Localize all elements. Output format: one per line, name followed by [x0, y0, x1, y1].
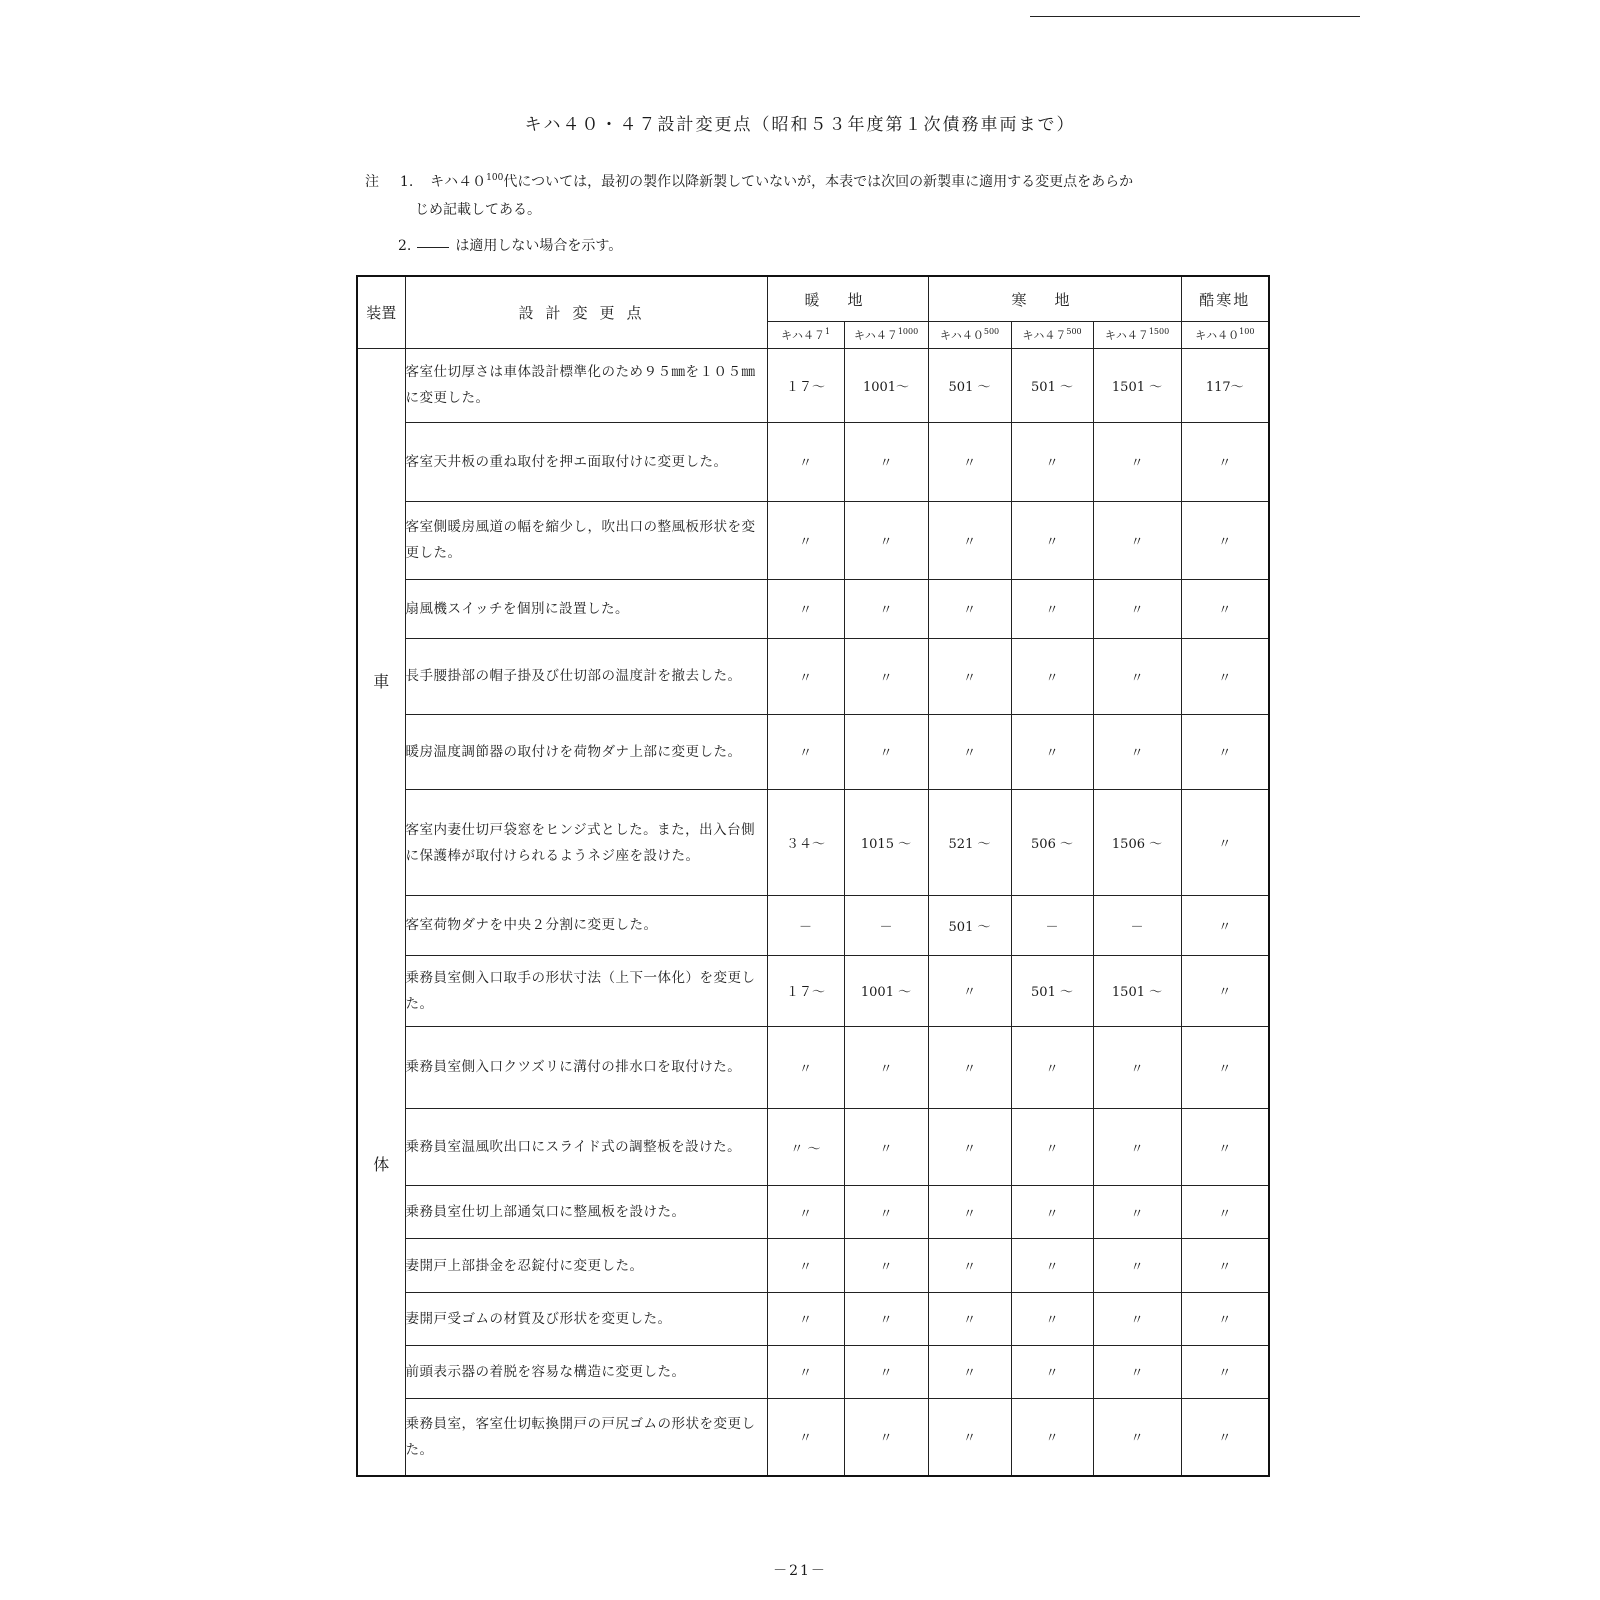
applicable-from-cell: 〃 [844, 422, 928, 502]
change-description: 乗務員室温風吹出口にスライド式の調整板を設けた。 [405, 1108, 767, 1186]
applicable-from-cell: 〃 [1093, 1108, 1181, 1186]
applicable-from-cell: 〃 [767, 502, 844, 580]
applicable-from-cell: 1501 ～ [1093, 349, 1181, 423]
category-char: 車 [373, 672, 390, 691]
applicable-from-cell: 〃 [928, 1292, 1011, 1345]
applicable-from-cell: 〃 [928, 714, 1011, 790]
note-1-sup: 100 [486, 173, 504, 183]
applicable-from-cell: 〃 [1181, 1027, 1269, 1109]
table-row [357, 1027, 1269, 1109]
model-header [844, 322, 928, 349]
table-row [357, 1292, 1269, 1345]
applicable-from-cell: 〃 [1011, 1398, 1093, 1476]
applicable-from-cell: － [844, 896, 928, 955]
applicable-from-cell: １７～ [767, 349, 844, 423]
applicable-from-cell: 〃 [1181, 1345, 1269, 1398]
table-row [357, 790, 1269, 896]
model-series: 1000 [897, 327, 919, 336]
applicable-from-cell: － [767, 896, 844, 955]
note-1 [365, 168, 1133, 192]
table-row [357, 579, 1269, 638]
applicable-from-cell: 〃 [844, 1186, 928, 1239]
model-base: キハ４７ [853, 329, 898, 342]
applicable-from-cell: １７～ [767, 955, 844, 1026]
applicable-from-cell: 〃 [1093, 579, 1181, 638]
applicable-from-cell: 501 ～ [1011, 955, 1093, 1026]
applicable-from-cell: 〃 [928, 1186, 1011, 1239]
applicable-from-cell: 〃 [767, 422, 844, 502]
applicable-from-cell: 〃 [767, 714, 844, 790]
applicable-from-cell: 506 ～ [1011, 790, 1093, 896]
applicable-from-cell: 〃 [767, 1345, 844, 1398]
applicable-from-cell: 〃 [1011, 1239, 1093, 1292]
applicable-from-cell: 〃 [844, 1345, 928, 1398]
model-header [767, 322, 844, 349]
applicable-from-cell: 501 ～ [928, 349, 1011, 423]
applicable-from-cell: 〃 ～ [767, 1108, 844, 1186]
applicable-from-cell: 1501 ～ [1093, 955, 1181, 1026]
applicable-from-cell: 〃 [928, 1239, 1011, 1292]
applicable-from-cell: 〃 [1093, 1398, 1181, 1476]
applicable-from-cell: 〃 [928, 422, 1011, 502]
change-description: 前頭表示器の着脱を容易な構造に変更した。 [405, 1345, 767, 1398]
model-base: キハ４０ [1195, 329, 1240, 342]
model-header [1011, 322, 1093, 349]
table-row [357, 1186, 1269, 1239]
group-header-warm: 暖地 [767, 276, 928, 322]
change-description: 客室仕切厚さは車体設計標準化のため９５㎜を１０５㎜に変更した。 [405, 349, 767, 423]
group-header-cold: 寒地 [928, 276, 1181, 322]
applicable-from-cell: 〃 [928, 1108, 1011, 1186]
applicable-from-cell: 〃 [844, 1027, 928, 1109]
applicable-from-cell: 〃 [1011, 1027, 1093, 1109]
applicable-from-cell: 〃 [1181, 955, 1269, 1026]
table-row [357, 349, 1269, 423]
applicable-from-cell: 〃 [1093, 1027, 1181, 1109]
change-description: 客室天井板の重ね取付を押エ面取付けに変更した。 [405, 422, 767, 502]
model-base: キハ４０ [939, 329, 984, 342]
applicable-from-cell: 〃 [1181, 422, 1269, 502]
page-number: －21－ [773, 1563, 827, 1579]
applicable-from-cell: 〃 [844, 1108, 928, 1186]
applicable-from-cell: 〃 [767, 1027, 844, 1109]
model-base: キハ４７ [1104, 329, 1149, 342]
applicable-from-cell: 〃 [1181, 790, 1269, 896]
change-description: 長手腰掛部の帽子掛及び仕切部の温度計を撤去した。 [405, 639, 767, 715]
model-series: 1 [824, 327, 831, 336]
applicable-from-cell: ３４～ [767, 790, 844, 896]
applicable-from-cell: 〃 [1181, 579, 1269, 638]
applicable-from-cell: 〃 [1181, 502, 1269, 580]
table-row [357, 714, 1269, 790]
applicable-from-cell: 〃 [767, 1239, 844, 1292]
applicable-from-cell: 521 ～ [928, 790, 1011, 896]
applicable-from-cell: 〃 [1011, 1186, 1093, 1239]
table-row [357, 639, 1269, 715]
note-1-line2: じめ記載してある。 [415, 202, 541, 218]
applicable-from-cell: 117～ [1181, 349, 1269, 423]
change-description: 乗務員室側入口取手の形状寸法（上下一体化）を変更した。 [405, 955, 767, 1026]
model-base: キハ４７ [1022, 329, 1067, 342]
applicable-from-cell: 〃 [928, 1398, 1011, 1476]
applicable-from-cell: － [1011, 896, 1093, 955]
applicable-from-cell: 〃 [767, 579, 844, 638]
table-row [357, 1108, 1269, 1186]
table-row [357, 955, 1269, 1026]
applicable-from-cell: 〃 [844, 639, 928, 715]
design-point-header: 設計変更点 [405, 276, 767, 349]
device-header: 装置 [357, 276, 405, 349]
change-description: 妻開戸上部掛金を忍錠付に変更した。 [405, 1239, 767, 1292]
applicable-from-cell: 〃 [1181, 896, 1269, 955]
applicable-from-cell: 〃 [1093, 422, 1181, 502]
applicable-from-cell: 501 ～ [928, 896, 1011, 955]
model-series: 500 [1066, 327, 1082, 336]
applicable-from-cell: 1015 ～ [844, 790, 928, 896]
table-row [357, 1239, 1269, 1292]
change-description: 暖房温度調節器の取付けを荷物ダナ上部に変更した。 [405, 714, 767, 790]
applicable-from-cell: 〃 [928, 639, 1011, 715]
note-2 [398, 236, 622, 256]
applicable-from-cell: － [1093, 896, 1181, 955]
applicable-from-cell: 1506 ～ [1093, 790, 1181, 896]
document-title: キハ４０・４７設計変更点（昭和５３年度第１次債務車両まで） [524, 115, 1076, 135]
model-header [928, 322, 1011, 349]
table-row [357, 1345, 1269, 1398]
applicable-from-cell: 〃 [1181, 1108, 1269, 1186]
change-description: 妻開戸受ゴムの材質及び形状を変更した。 [405, 1292, 767, 1345]
applicable-from-cell: 〃 [1181, 1239, 1269, 1292]
applicable-from-cell: 〃 [1093, 714, 1181, 790]
applicable-from-cell: 〃 [1011, 1292, 1093, 1345]
applicable-from-cell: 〃 [1181, 639, 1269, 715]
change-description: 乗務員室，客室仕切転換開戸の戸尻ゴムの形状を変更した。 [405, 1398, 767, 1476]
applicable-from-cell: 〃 [767, 639, 844, 715]
applicable-from-cell: 〃 [1181, 1186, 1269, 1239]
model-series: 100 [1239, 327, 1255, 336]
applicable-from-cell: 〃 [1093, 1239, 1181, 1292]
applicable-from-cell: 〃 [1011, 1108, 1093, 1186]
applicable-from-cell: 〃 [1093, 502, 1181, 580]
note-2-text: は適用しない場合を示す。 [455, 238, 623, 254]
note-1-prefix: キハ４０ [430, 174, 487, 190]
category-char: 体 [373, 1155, 390, 1174]
applicable-from-cell: 〃 [1011, 714, 1093, 790]
applicable-from-cell: 〃 [928, 955, 1011, 1026]
group-header-severe-cold: 酷寒地 [1181, 276, 1269, 322]
model-base: キハ４７ [780, 329, 825, 342]
table-row [357, 422, 1269, 502]
applicable-from-cell: 〃 [928, 579, 1011, 638]
category-cell [357, 349, 405, 1477]
applicable-from-cell: 〃 [1011, 1345, 1093, 1398]
applicable-from-cell: 〃 [1093, 639, 1181, 715]
note-1-text: 代については，最初の製作以降新製していないが，本表では次回の新製車に適用する変更点をあらか [503, 174, 1134, 190]
applicable-from-cell: 501 ～ [1011, 349, 1093, 423]
applicable-from-cell: 〃 [1011, 422, 1093, 502]
applicable-from-cell: 〃 [1181, 1398, 1269, 1476]
applicable-from-cell: 〃 [1181, 1292, 1269, 1345]
applicable-from-cell: 〃 [928, 502, 1011, 580]
note-1-number: 1. [399, 174, 414, 190]
applicable-from-cell: 〃 [928, 1027, 1011, 1109]
table-row [357, 896, 1269, 955]
applicable-from-cell: 〃 [928, 1345, 1011, 1398]
applicable-from-cell: 1001 ～ [844, 955, 928, 1026]
applicable-from-cell: 〃 [844, 1398, 928, 1476]
note-2-number: 2. [398, 238, 412, 254]
model-header [1181, 322, 1269, 349]
applicable-from-cell: 〃 [844, 1292, 928, 1345]
applicable-from-cell: 〃 [1011, 502, 1093, 580]
design-change-table [356, 275, 1270, 1477]
change-description: 乗務員室側入口クツズリに溝付の排水口を取付けた。 [405, 1027, 767, 1109]
model-series: 1500 [1148, 327, 1170, 336]
change-description: 客室側暖房風道の幅を縮少し，吹出口の整風板形状を変更した。 [405, 502, 767, 580]
applicable-from-cell: 〃 [767, 1186, 844, 1239]
applicable-from-cell: 1001～ [844, 349, 928, 423]
change-description: 扇風機スイッチを個別に設置した。 [405, 579, 767, 638]
applicable-from-cell: 〃 [844, 502, 928, 580]
model-series: 500 [983, 327, 1000, 336]
table-row [357, 502, 1269, 580]
change-description: 客室内妻仕切戸袋窓をヒンジ式とした。また，出入台側に保護棒が取付けられるようネジ座を設けた。 [405, 790, 767, 896]
applicable-from-cell: 〃 [844, 714, 928, 790]
change-description: 乗務員室仕切上部通気口に整風板を設けた。 [405, 1186, 767, 1239]
applicable-from-cell: 〃 [1093, 1292, 1181, 1345]
applicable-from-cell: 〃 [767, 1398, 844, 1476]
blank-mark [417, 247, 449, 248]
model-header [1093, 322, 1181, 349]
applicable-from-cell: 〃 [1011, 639, 1093, 715]
applicable-from-cell: 〃 [844, 1239, 928, 1292]
change-description: 客室荷物ダナを中央２分割に変更した。 [405, 896, 767, 955]
applicable-from-cell: 〃 [1093, 1186, 1181, 1239]
applicable-from-cell: 〃 [767, 1292, 844, 1345]
applicable-from-cell: 〃 [1093, 1345, 1181, 1398]
applicable-from-cell: 〃 [1011, 579, 1093, 638]
applicable-from-cell: 〃 [844, 579, 928, 638]
note-label: 注 [365, 174, 379, 190]
top-rule [1030, 16, 1360, 17]
table-row [357, 1398, 1269, 1476]
applicable-from-cell: 〃 [1181, 714, 1269, 790]
